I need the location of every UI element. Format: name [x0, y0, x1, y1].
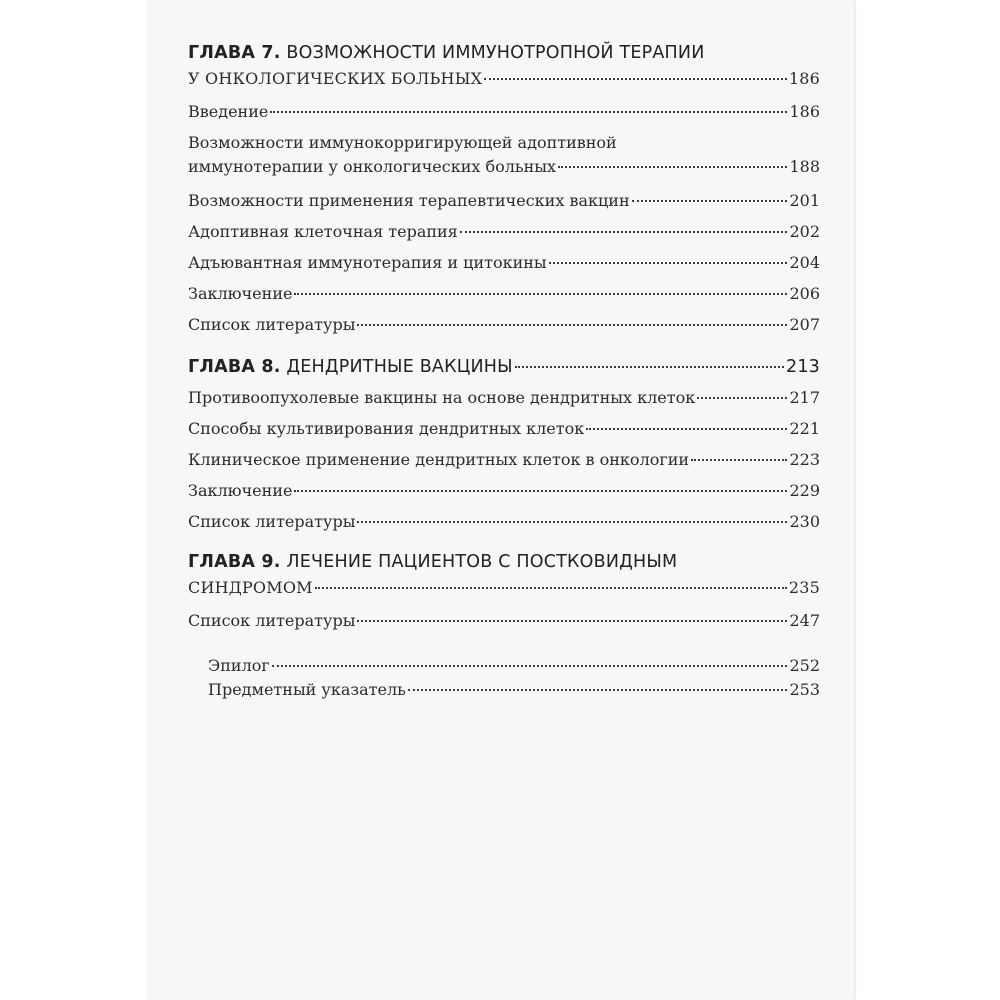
page-number: 247 [789, 611, 820, 630]
chapter-label: ГЛАВА 9. [188, 552, 281, 572]
toc-entry [188, 309, 820, 340]
dot-leader [515, 366, 784, 368]
entry-title: Список литературы [188, 611, 356, 630]
entry-title: Заключение [188, 481, 293, 500]
page-number: 207 [789, 315, 820, 334]
dot-leader [315, 587, 787, 589]
page-number: 235 [788, 578, 820, 597]
page-number: 223 [789, 450, 820, 469]
page-number: 213 [785, 357, 820, 377]
dot-leader [270, 111, 787, 113]
page-number: 201 [789, 191, 820, 210]
entry-title-line-2: иммунотерапии у онкологических больных [188, 157, 557, 176]
chapter-8-heading [188, 352, 820, 382]
dot-leader [294, 293, 787, 295]
dot-leader [558, 166, 787, 168]
dot-leader [357, 324, 787, 326]
page-number: 253 [789, 680, 820, 699]
entry-title: Клиническое применение дендритных клеток в онкологии [188, 450, 690, 469]
toc-entry [188, 131, 820, 179]
entry-title: Введение [188, 102, 269, 121]
page-number: 221 [789, 419, 820, 438]
table-of-contents [188, 40, 820, 702]
toc-entry [188, 475, 820, 506]
dot-leader [549, 262, 788, 264]
page-number: 229 [789, 481, 820, 500]
toc-entry [188, 216, 820, 247]
dot-leader [460, 231, 788, 233]
entry-title: Список литературы [188, 315, 356, 334]
dot-leader [632, 200, 788, 202]
entry-title: Заключение [188, 284, 293, 303]
entry-title: Противоопухолевые вакцины на основе дендритных клеток [188, 388, 696, 407]
page-number: 252 [789, 656, 820, 675]
dot-leader [272, 665, 788, 667]
chapter-9-heading [188, 549, 820, 601]
entry-title: Адъювантная иммунотерапия и цитокины [188, 253, 547, 272]
page-number: 204 [789, 253, 820, 272]
toc-entry [188, 247, 820, 278]
dot-leader [484, 78, 787, 80]
toc-entry [188, 605, 820, 636]
entry-title-line-1: Возможности иммунокорригирующей адоптивной [188, 133, 617, 152]
chapter-7-heading [188, 40, 820, 92]
toc-entry [188, 413, 820, 444]
entry-title: Адоптивная клеточная терапия [188, 222, 458, 241]
toc-entry [188, 506, 820, 537]
chapter-title-line-2: СИНДРОМОМ [188, 578, 313, 597]
entry-title: Предметный указатель [208, 680, 406, 699]
chapter-title-line-1: ЛЕЧЕНИЕ ПАЦИЕНТОВ С ПОСТКОВИДНЫМ [286, 552, 678, 572]
entry-title: Список литературы [188, 512, 356, 531]
toc-entry-epilogue [208, 654, 820, 678]
chapter-title-line-2: У ОНКОЛОГИЧЕСКИХ БОЛЬНЫХ [188, 69, 483, 88]
page-number: 230 [789, 512, 820, 531]
chapter-label: ГЛАВА 8. [188, 357, 281, 377]
toc-entry [188, 278, 820, 309]
dot-leader [408, 689, 788, 691]
toc-entry [188, 444, 820, 475]
dot-leader [691, 459, 787, 461]
chapter-title-line-1: ВОЗМОЖНОСТИ ИММУНОТРОПНОЙ ТЕРАПИИ [286, 43, 705, 63]
page-number: 202 [789, 222, 820, 241]
page-number: 188 [789, 157, 820, 176]
chapter-label: ГЛАВА 7. [188, 43, 281, 63]
page-number: 186 [788, 69, 820, 88]
dot-leader [697, 397, 787, 399]
toc-entry [188, 96, 820, 127]
dot-leader [357, 620, 787, 622]
toc-entry [188, 382, 820, 413]
dot-leader [586, 428, 787, 430]
page-number: 217 [789, 388, 820, 407]
entry-title: Эпилог [208, 656, 270, 675]
chapter-title: ДЕНДРИТНЫЕ ВАКЦИНЫ [286, 357, 513, 377]
page-number: 206 [789, 284, 820, 303]
toc-entry [188, 185, 820, 216]
toc-entry-index [208, 678, 820, 702]
entry-title: Способы культивирования дендритных клеток [188, 419, 585, 438]
dot-leader [357, 521, 787, 523]
entry-title: Возможности применения терапевтических вакцин [188, 191, 630, 210]
page-number: 186 [789, 102, 820, 121]
dot-leader [294, 490, 787, 492]
